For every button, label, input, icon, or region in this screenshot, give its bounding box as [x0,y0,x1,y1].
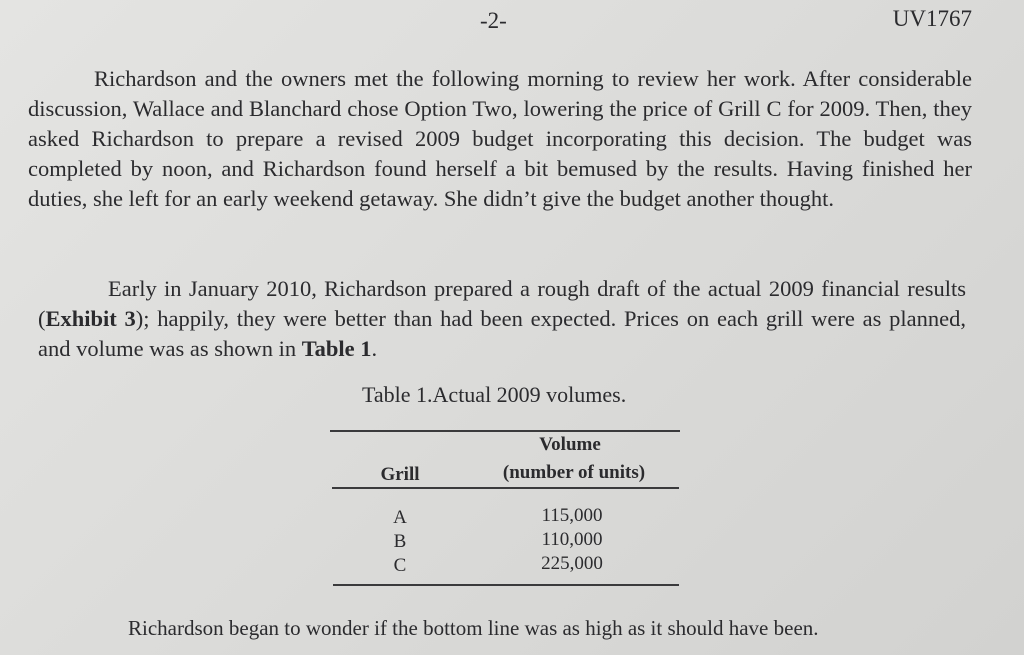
table-cell-volume: 115,000 [541,505,603,526]
table-cell-grill: B [393,531,407,552]
table-header-volume-units: (number of units) [502,462,646,483]
paragraph-owners-meeting: Richardson and the owners met the following morning to review her work. After considerable discussion, Wallace and Blanchard chose Option Two, lowering the price of Grill C for 2009. Then, they asked Richardson to prepare a revised 2009 budget incorporating this decision. The budget was completed by noon, and Richardson found herself a bit bemused by the results. Having finished her duties, she left for an early weekend getaway. She didn’t give the budget another thought. [28,66,972,211]
table-cell-volume: 110,000 [541,529,603,550]
paragraph-text-before: Early in January 2010, Richardson prepared a rough draft of the actual 2009 financial results ( [38,276,966,331]
table-cell-grill: C [393,555,407,576]
paragraph-actual-results [38,274,966,364]
table-bottom-rule [333,584,679,586]
exhibit-reference: Exhibit 3 [45,306,136,331]
closing-sentence: Richardson began to wonder if the bottom line was as high as it should have been. [128,616,819,640]
page-number: -2- [480,8,507,33]
document-code: UV1767 [892,6,972,31]
table-caption: Table 1.Actual 2009 volumes. [362,382,627,407]
table-header-rule [332,487,679,489]
table-cell-grill: A [393,507,407,528]
paragraph-text-after: . [371,336,378,361]
table-column-volume [520,504,624,576]
table-cell-volume: 225,000 [541,553,603,574]
table-column-grill [370,506,430,578]
table-reference: Table 1 [301,336,372,361]
paragraph-text-middle: ); happily, they were better than had been expected. Prices on each grill were as planned, and volume was as shown in [38,306,967,361]
table-header-grill: Grill [380,464,420,485]
table-header-volume: Volume [539,434,601,455]
table-top-rule [330,430,680,432]
